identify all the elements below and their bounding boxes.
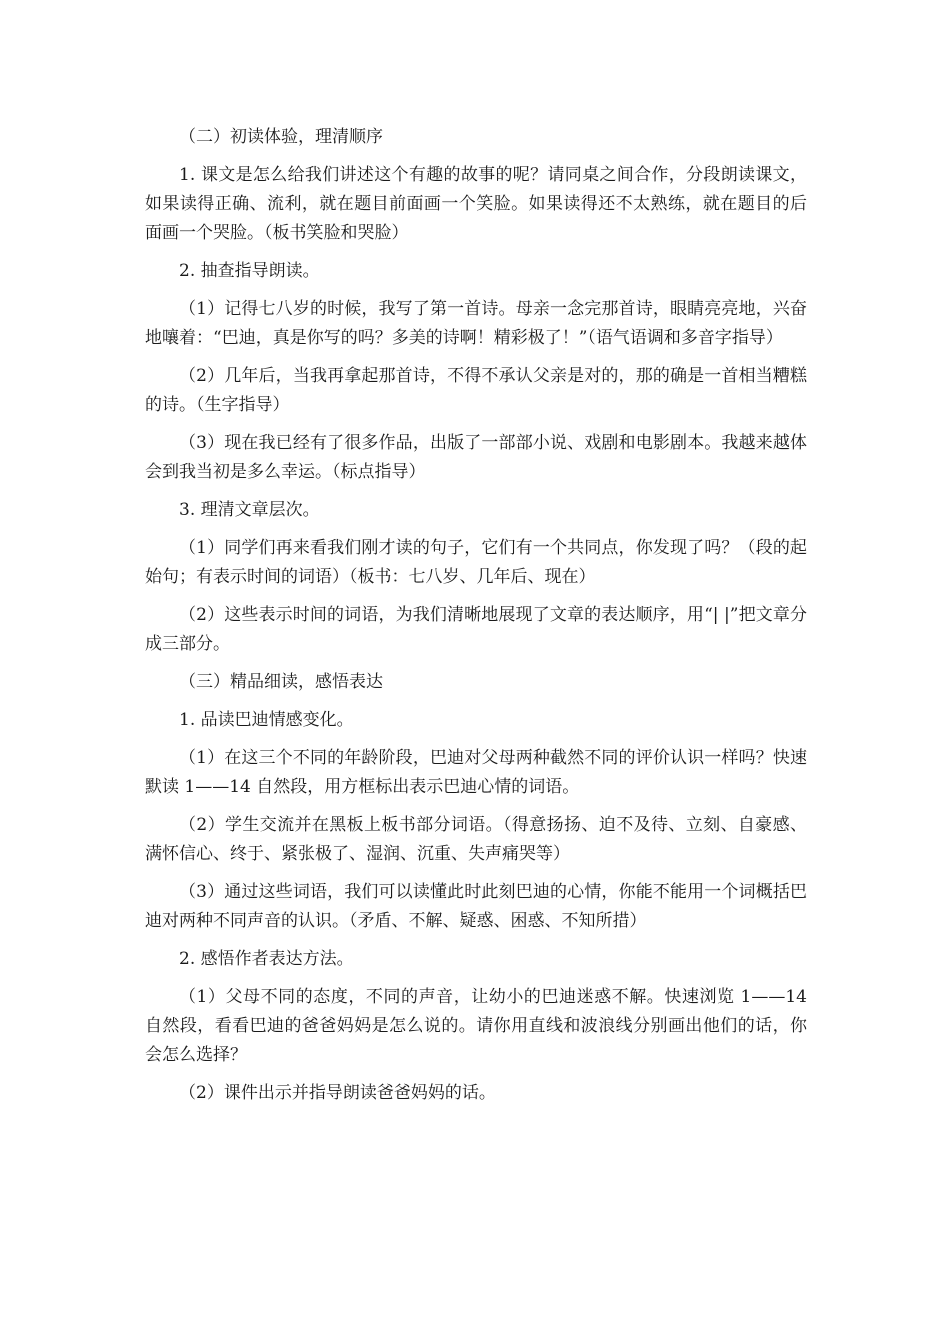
paragraph-step-2: 2. 抽查指导朗读。 — [179, 261, 320, 281]
document-body — [145, 123, 807, 1117]
paragraph-item: （1）父母不同的态度，不同的声音，让幼小的巴迪迷惑不解。快速浏览 1——14 自然段，看看巴迪的爸爸妈妈是怎么说的。请你用直线和波浪线分别画出他们的话，你会怎么选择？ — [145, 987, 807, 1065]
paragraph-item: （2）几年后，当我再拿起那首诗，不得不承认父亲是对的，那的确是一首相当糟糕的诗。（生字指导） — [145, 366, 807, 415]
paragraph-item: （3）通过这些词语，我们可以读懂此时此刻巴迪的心情，你能不能用一个词概括巴迪对两种不同声音的认识。（矛盾、不解、疑惑、困惑、不知所措） — [145, 882, 807, 931]
paragraph-step-1: 1. 课文是怎么给我们讲述这个有趣的故事的呢？请同桌之间合作，分段朗读课文，如果读得正确、流利，就在题目前面画一个笑脸。如果读得还不太熟练，就在题目的后面画一个哭脸。（板书笑脸和哭脸） — [145, 165, 807, 243]
paragraph-item: （1）同学们再来看我们刚才读的句子，它们有一个共同点，你发现了吗？（段的起始句；有表示时间的词语）（板书：七八岁、几年后、现在） — [145, 538, 807, 587]
paragraph-item: （1）记得七八岁的时候，我写了第一首诗。母亲一念完那首诗，眼睛亮亮地，兴奋地嚷着：“巴迪，真是你写的吗？多美的诗啊！精彩极了！”（语气语调和多音字指导） — [145, 299, 807, 348]
paragraph-item: （2）这些表示时间的词语，为我们清晰地展现了文章的表达顺序，用“| |”把文章分成三部分。 — [145, 605, 807, 654]
section-heading-3: （三）精品细读，感悟表达 — [179, 672, 383, 692]
paragraph-step-2: 2. 感悟作者表达方法。 — [179, 949, 354, 969]
paragraph-item: （2）课件出示并指导朗读爸爸妈妈的话。 — [179, 1083, 496, 1103]
section-heading-2: （二）初读体验，理清顺序 — [179, 127, 383, 147]
paragraph-item: （2）学生交流并在黑板上板书部分词语。（得意扬扬、迫不及待、立刻、自豪感、满怀信心、终于、紧张极了、湿润、沉重、失声痛哭等） — [145, 815, 807, 864]
paragraph-step-3: 3. 理清文章层次。 — [179, 500, 320, 520]
paragraph-item: （1）在这三个不同的年龄阶段，巴迪对父母两种截然不同的评价认识一样吗？快速默读 1——14 自然段，用方框标出表示巴迪心情的词语。 — [145, 748, 807, 797]
paragraph-step-1: 1. 品读巴迪情感变化。 — [179, 710, 354, 730]
paragraph-item: （3）现在我已经有了很多作品，出版了一部部小说、戏剧和电影剧本。我越来越体会到我当初是多么幸运。（标点指导） — [145, 433, 807, 482]
